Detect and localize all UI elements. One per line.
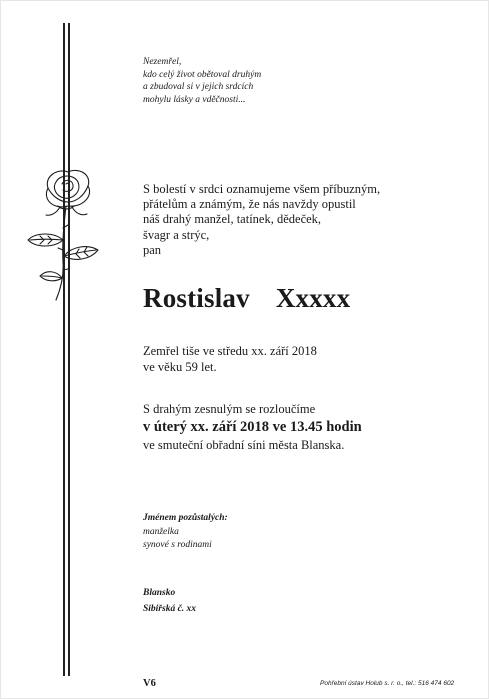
announcement-text <box>143 182 380 258</box>
motto-verse <box>143 56 261 106</box>
funeral-service-contact: Pohřební ústav Holub s. r. o., tel.: 516 474 602 <box>320 680 455 687</box>
farewell-datetime: v úterý xx. září 2018 ve 13.45 hodin <box>143 419 362 435</box>
death-details <box>143 344 317 375</box>
motto-line: a zbudoval si v jejich srdcích <box>143 82 254 92</box>
mourners-heading: Jménem pozůstalých: <box>143 513 228 523</box>
mourner-line: manželka <box>143 526 179 537</box>
right-mourning-line <box>68 23 70 676</box>
death-line: ve věku 59 let. <box>143 359 217 374</box>
deceased-first-name: Rostislav <box>143 283 250 313</box>
announcement-line: náš drahý manžel, tatínek, dědeček, <box>143 212 322 227</box>
address-street: Sibiřská č. xx <box>143 604 197 614</box>
mourner-line: synové s rodinami <box>143 540 212 550</box>
deceased-surname: Xxxxx <box>275 283 351 313</box>
mourners-block <box>143 512 228 553</box>
death-line: Zemřel tiše ve středu xx. září 2018 <box>143 344 317 358</box>
farewell-details <box>143 400 362 454</box>
rose-icon <box>18 166 110 302</box>
announcement-line: S bolestí v srdci oznamujeme všem příbuzným, <box>143 182 381 196</box>
left-mourning-line <box>63 23 65 676</box>
farewell-intro: S drahým zesnulým se rozloučíme <box>143 402 316 416</box>
template-code: V6 <box>143 678 156 689</box>
address-block <box>143 585 196 617</box>
address-city: Blansko <box>143 588 176 598</box>
announcement-line: pan <box>143 242 162 257</box>
motto-line: kdo celý život obětoval druhým <box>143 69 262 80</box>
motto-line: Nezemřel, <box>143 57 182 67</box>
announcement-line: přátelům a známým, že nás navždy opustil <box>143 197 356 212</box>
announcement-line: švagr a strýc, <box>143 227 210 242</box>
motto-line: mohylu lásky a vděčnosti... <box>143 94 246 105</box>
deceased-name <box>143 283 350 314</box>
farewell-place: ve smuteční obřadní síni města Blanska. <box>143 438 345 452</box>
